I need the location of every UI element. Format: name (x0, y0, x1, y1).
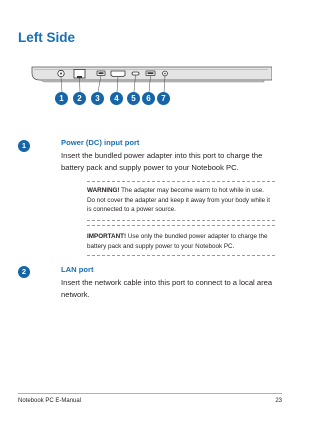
important-note (87, 232, 273, 251)
page-title: Left Side (18, 30, 76, 45)
section-body-lan-port: Insert the network cable into this port to connect to a local area network. (61, 278, 273, 299)
callout-4: 4 (110, 92, 123, 105)
note-divider (87, 181, 275, 182)
important-text: Use only the bundled power adapter to charge the battery pack and supply power to your Notebook PC. (87, 233, 268, 250)
port-usb-a-icon (97, 71, 105, 76)
section-heading-lan-port: LAN port (61, 265, 94, 274)
callout-7: 7 (157, 92, 170, 105)
important-label: IMPORTANT! (87, 233, 127, 240)
port-dc-in-icon (58, 70, 64, 76)
port-hdmi-icon (111, 71, 125, 77)
laptop-left-side-illustration (28, 57, 272, 112)
callout-2: 2 (73, 92, 86, 105)
note-divider (87, 255, 275, 256)
page-number: 23 (275, 398, 282, 404)
warning-label: WARNING! (87, 187, 120, 194)
section-heading-power-dc-input: Power (DC) input port (61, 138, 140, 147)
callout-1: 1 (55, 92, 68, 105)
section-badge-2: 2 (18, 266, 30, 278)
section-badge-1: 1 (18, 140, 30, 152)
footer-divider (18, 393, 282, 394)
callout-3: 3 (91, 92, 104, 105)
port-usb-c-icon (132, 72, 139, 75)
note-divider (87, 225, 275, 226)
port-audio-jack-icon (163, 71, 168, 76)
port-usb-a-2-icon (146, 71, 155, 76)
footer-manual-title: Notebook PC E-Manual (18, 398, 82, 404)
port-lan-icon (74, 70, 85, 79)
warning-note (87, 186, 273, 215)
section-body-power-dc-input: Insert the bundled power adapter into this port to charge the battery pack and supply power to your Notebook PC. (61, 151, 263, 172)
callout-5: 5 (127, 92, 140, 105)
callout-6: 6 (142, 92, 155, 105)
note-divider (87, 220, 275, 221)
warning-text: The adapter may become warm to hot while in use. Do not cover the adapter and keep it away from your body while it is connected to a power source. (87, 187, 271, 214)
